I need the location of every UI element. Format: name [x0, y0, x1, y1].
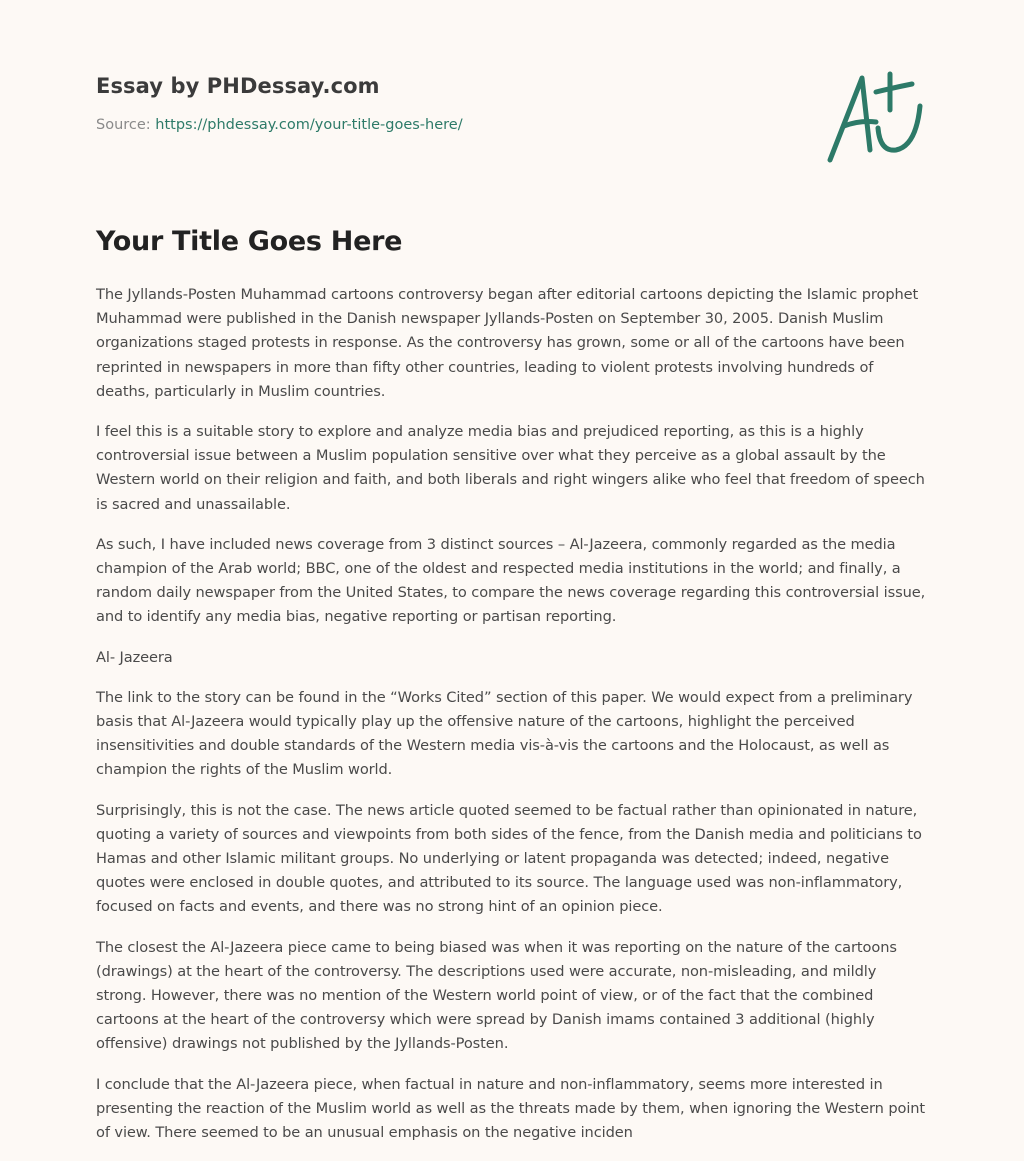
essay-paragraph: The closest the Al-Jazeera piece came to being biased was when it was reporting on the nature of the cartoons (drawings) at the heart of the controversy. The descriptions used were accurate, non-misleading, and mildly strong. However, there was no mention of the Western world point of view, or of the fact that the combined cartoons at the heart of the controversy which were spread by Danish imams contained 3 additional (highly offensive) drawings not published by the Jyllands-Posten. [96, 938, 897, 1053]
page-header [96, 74, 928, 133]
essay-paragraph: I feel this is a suitable story to explore and analyze media bias and prejudiced reporting, as this is a highly controversial issue between a Muslim population sensitive over what they perceive as a global assault by the Western world on their religion and faith, and both liberals and right wingers alike who feel that freedom of speech is sacred and unassailable. [96, 423, 925, 513]
source-label: Source: [96, 117, 151, 133]
essay-title: Your Title Goes Here [96, 226, 403, 257]
essay-paragraph: The Jyllands-Posten Muhammad cartoons controversy began after editorial cartoons depicting the Islamic prophet Muhammad were published in the Danish newspaper Jyllands-Posten on September 30, 2005. Danish Muslim organizations staged protests in response. As the controversy has grown, some or all of the cartoons have been reprinted in newspapers in more than fifty other countries, leading to violent protests involving hundreds of deaths, particularly in Muslim countries. [96, 286, 919, 400]
essay-paragraph: I conclude that the Al-Jazeera piece, when factual in nature and non-inflammatory, seems more interested in presenting the reaction of the Muslim world as well as the threats made by them, when ignoring the Western point of view. There seemed to be an unusual emphasis on the negative inciden [96, 1075, 926, 1142]
section-heading-al-jazeera: Al- Jazeera [96, 648, 173, 666]
essay-body [96, 226, 930, 1161]
essay-paragraph: As such, I have included news coverage from 3 distinct sources – Al-Jazeera, commonly regarded as the media champion of the Arab world; BBC, one of the oldest and respected media institutions in the world; and finally, a random daily newspaper from the United States, to compare the news coverage regarding this controversial issue, and to identify any media bias, negative reporting or partisan reporting. [96, 535, 926, 626]
a-plus-logo-icon [820, 66, 932, 166]
essay-paragraph: Surprisingly, this is not the case. The news article quoted seemed to be factual rather than opinionated in nature, quoting a variety of sources and viewpoints from both sides of the fence, from the Danish media and politicians to Hamas and other Islamic militant groups. No underlying or latent propaganda was detected; indeed, negative quotes were enclosed in double quotes, and attributed to its source. The language used was non-inflammatory, focused on facts and events, and there was no strong hint of an opinion piece. [96, 801, 922, 916]
source-link[interactable]: https://phdessay.com/your-title-goes-here/ [155, 117, 463, 133]
essay-paragraph: The link to the story can be found in the “Works Cited” section of this paper. We would expect from a preliminary basis that Al-Jazeera would typically play up the offensive nature of the cartoons, highlight the perceived insensitivities and double standards of the Western media vis-à-vis the cartoons and the Holocaust, as well as champion the rights of the Muslim world. [96, 688, 913, 779]
source-line [96, 117, 928, 133]
site-title: Essay by PHDessay.com [96, 74, 380, 98]
